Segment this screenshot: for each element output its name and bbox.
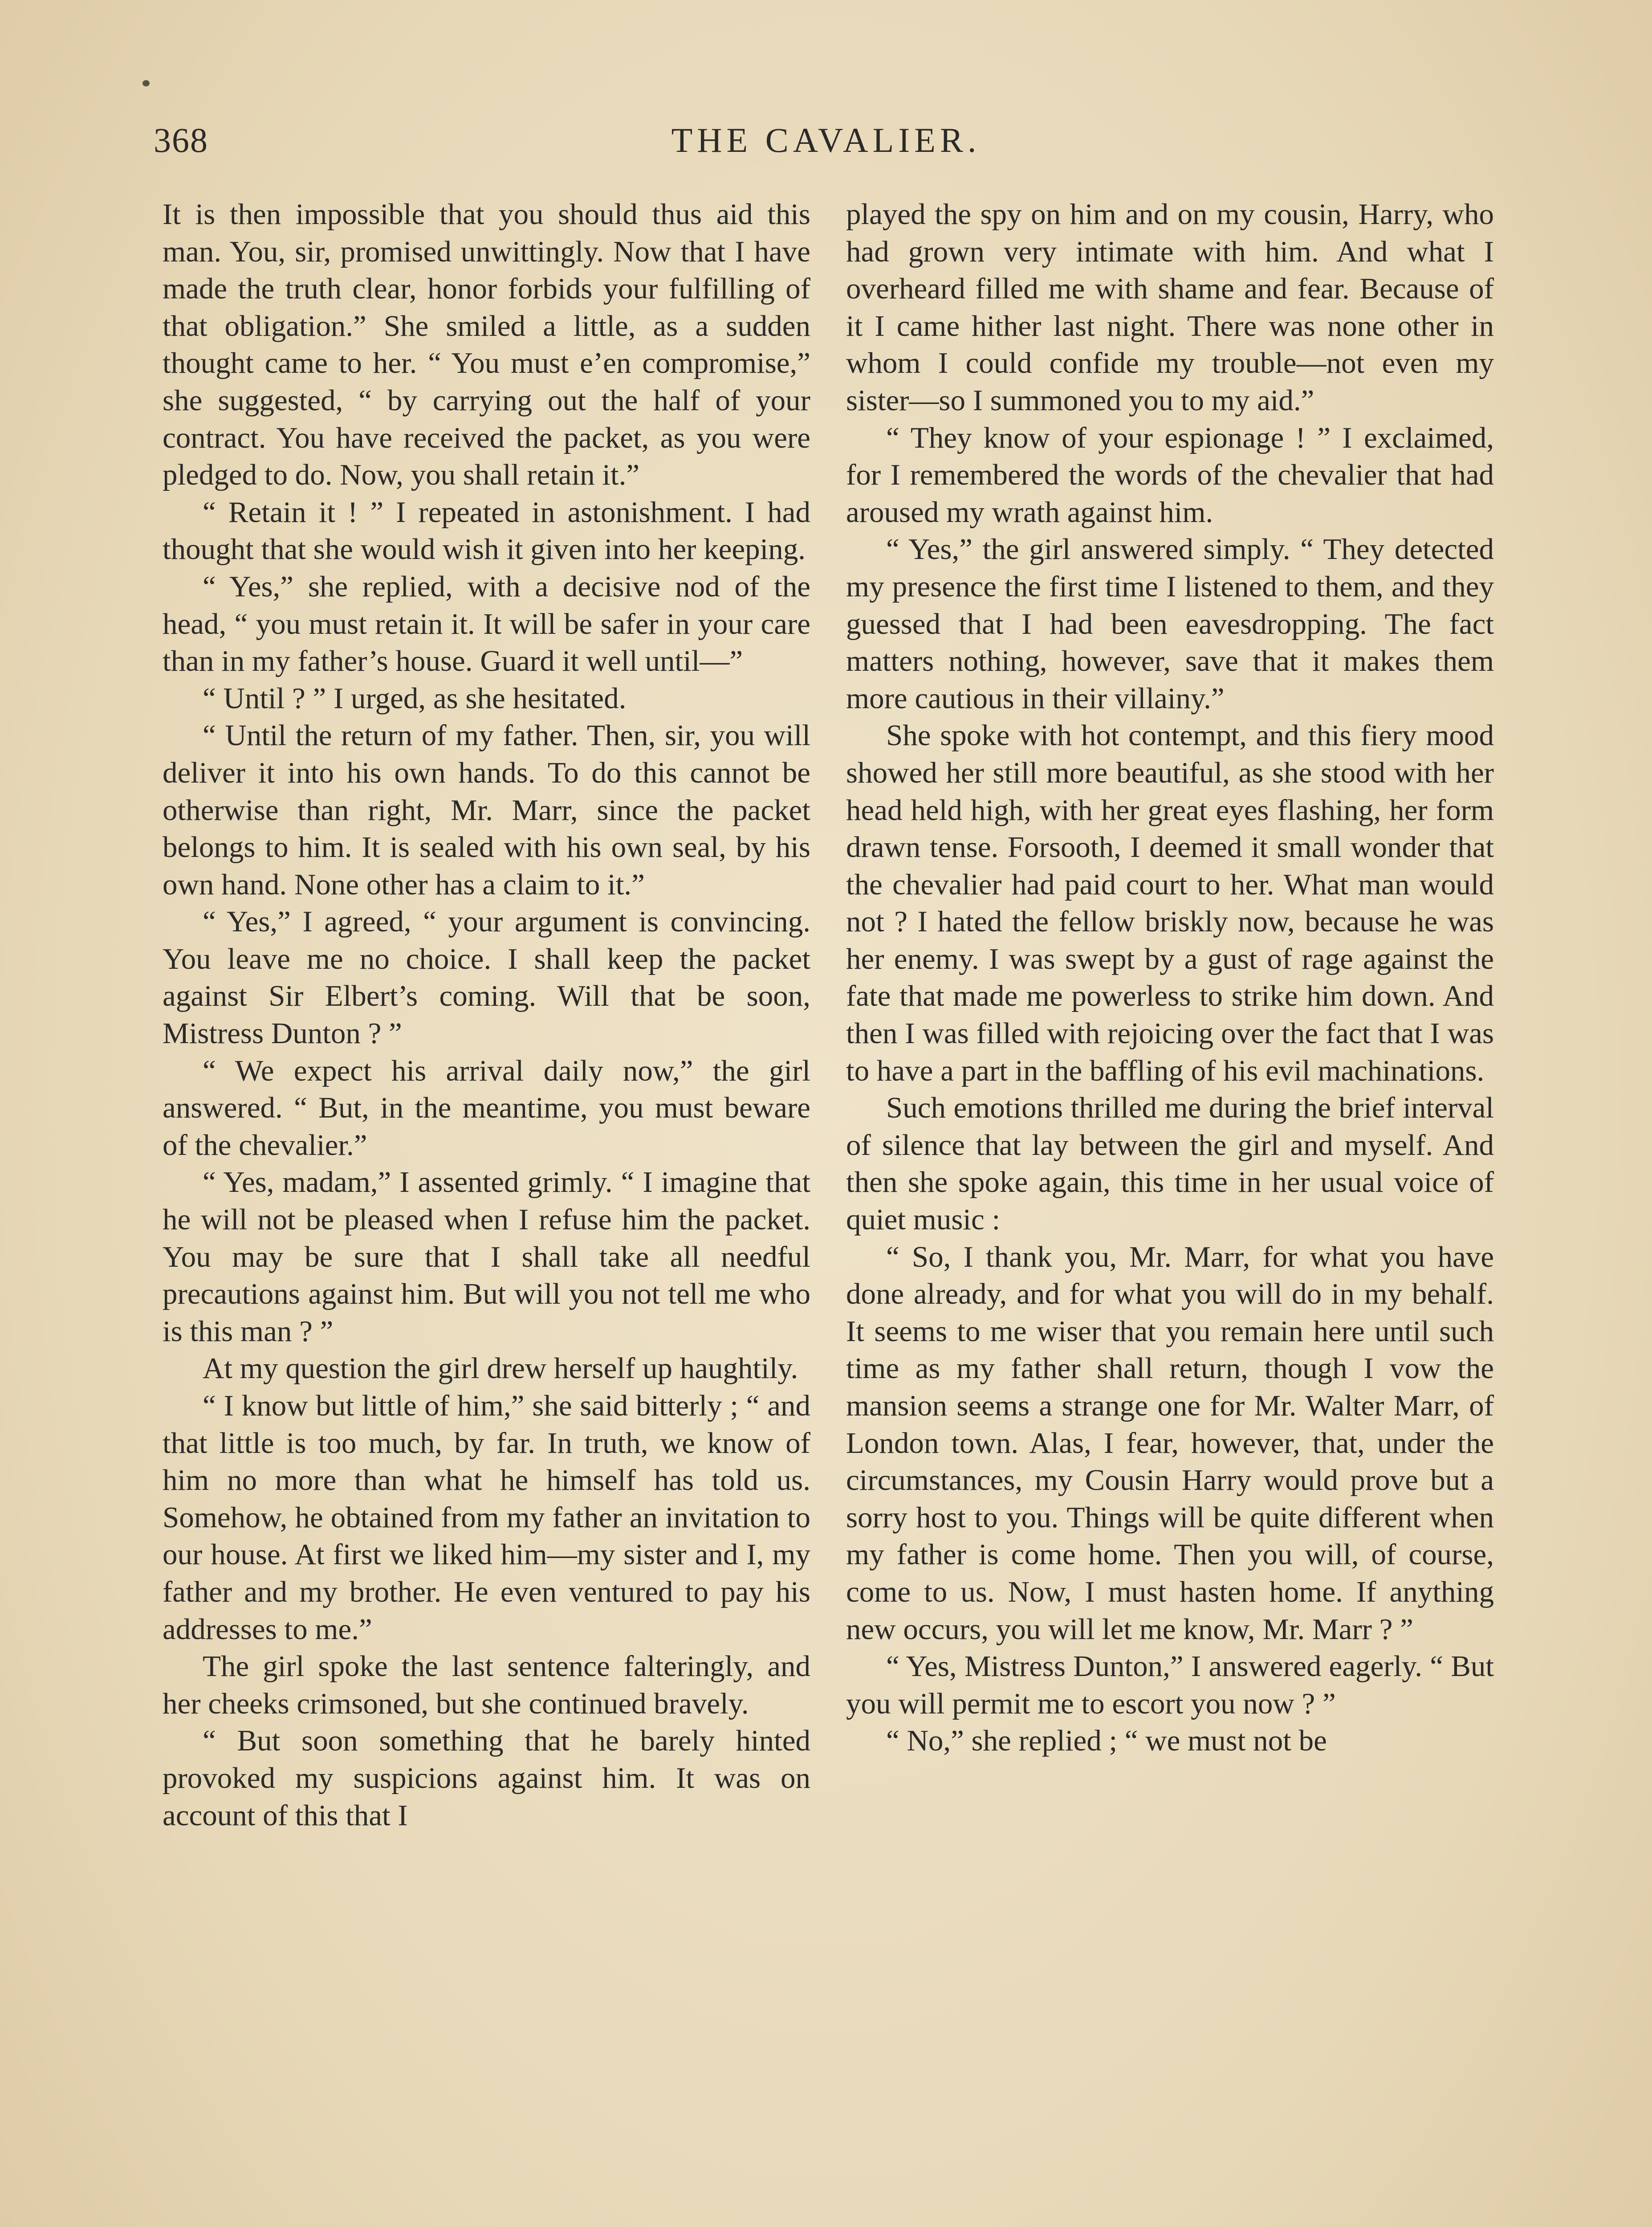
paragraph: “ They know of your espionage ! ” I exclaimed, for I remembered the words of the chevalier that had aroused my wrath against him.	[846, 421, 1494, 529]
paragraph: played the spy on him and on my cousin, Harry, who had grown very intimate with him. And what I overheard filled me with shame and fear. Because of it I came hither last night. There was none other in whom I could confide my trouble—not even my sister—so I summoned you to my aid.”	[846, 198, 1494, 417]
paragraph: She spoke with hot contempt, and this fiery mood showed her still more beautiful, as she stood with her head held high, with her great eyes flashing, her form drawn tense. Forsooth, I deemed it small wonder that the chevalier had paid court to her. What man would not ? I hated the fellow briskly now, because he was her enemy. I was swept by a gust of rage against the fate that made me powerless to strike him down. And then I was filled with rejoicing over the fact that I was to have a part in the baffling of his evil machinations.	[846, 719, 1494, 1087]
paragraph: “ Yes,” I agreed, “ your argument is convincing. You leave me no choice. I shall keep the packet against Sir Elbert’s coming. Will that be soon, Mistress Dunton ? ”	[163, 905, 810, 1050]
running-title: THE CAVALIER.	[671, 121, 981, 159]
paragraph: The girl spoke the last sentence falteringly, and her cheeks crimsoned, but she continued bravely.	[163, 1650, 810, 1720]
paragraph: “ Yes,” she replied, with a decisive nod of the head, “ you must retain it. It will be safer in your care than in my father’s house. Guard it well until—”	[163, 570, 810, 678]
paragraph: It is then impossible that you should thus aid this man. You, sir, promised unwittingly. Now that I have made the truth clear, honor forbids your fulfilling of that obligation.” She smiled a little, as a sudden thought came to her. “ You must e’en compromise,” she suggested, “ by carrying out the half of your contract. You have received the packet, as you were pledged to do. Now, you shall retain it.”	[163, 198, 810, 492]
paragraph: At my question the girl drew herself up haughtily.	[203, 1352, 798, 1385]
text-column-right	[846, 196, 1494, 2227]
paragraph: “ Retain it ! ” I repeated in astonishment. I had thought that she would wish it given into her keeping.	[163, 495, 810, 566]
paper-speck	[142, 80, 150, 86]
page-header	[154, 120, 1498, 174]
paragraph: “ But soon something that he barely hinted provoked my suspicions against him. It was on account of this that I	[163, 1724, 810, 1832]
paragraph: “ Yes, madam,” I assented grimly. “ I imagine that he will not be pleased when I refuse him the packet. You may be sure that I shall take all needful precautions against him. But will you not tell me who is this man ? ”	[163, 1166, 810, 1348]
paragraph: “ We expect his arrival daily now,” the girl answered. “ But, in the meantime, you must beware of the chevalier.”	[163, 1054, 810, 1162]
paragraph: “ Until ? ” I urged, as she hesitated.	[203, 681, 627, 715]
paragraph: “ Yes, Mistress Dunton,” I answered eagerly. “ But you will permit me to escort you now ? ”	[846, 1650, 1494, 1720]
text-column-left	[163, 196, 810, 2227]
paragraph: Such emotions thrilled me during the brief interval of silence that lay between the girl and myself. And then she spoke again, this time in her usual voice of quiet music :	[846, 1091, 1494, 1236]
paragraph: “ No,” she replied ; “ we must not be	[886, 1724, 1327, 1758]
page-number: 368	[154, 121, 208, 159]
paragraph: “ I know but little of him,” she said bitterly ; “ and that little is too much, by far. In truth, we know of him no more than what he himself has told us. Somehow, he obtained from my father an invitation to our house. At first we liked him—my sister and I, my father and my brother. He even ventured to pay his addresses to me.”	[163, 1389, 810, 1646]
paragraph: “ So, I thank you, Mr. Marr, for what you have done already, and for what you will do in my behalf. It seems to me wiser that you remain here until such time as my father shall return, though I vow the mansion seems a strange one for Mr. Walter Marr, of London town. Alas, I fear, however, that, under the circumstances, my Cousin Harry would prove but a sorry host to you. Things will be quite different when my father is come home. Then you will, of course, come to us. Now, I must hasten home. If anything new occurs, you will let me know, Mr. Marr ? ”	[846, 1240, 1494, 1646]
paragraph: “ Until the return of my father. Then, sir, you will deliver it into his own hands. To do this cannot be otherwise than right, Mr. Marr, since the packet belongs to him. It is sealed with his own seal, by his own hand. None other has a claim to it.”	[163, 719, 810, 901]
paragraph: “ Yes,” the girl answered simply. “ They detected my presence the first time I listened to them, and they guessed that I had been eavesdropping. The fact matters nothing, however, save that it makes them more cautious in their villainy.”	[846, 533, 1494, 715]
